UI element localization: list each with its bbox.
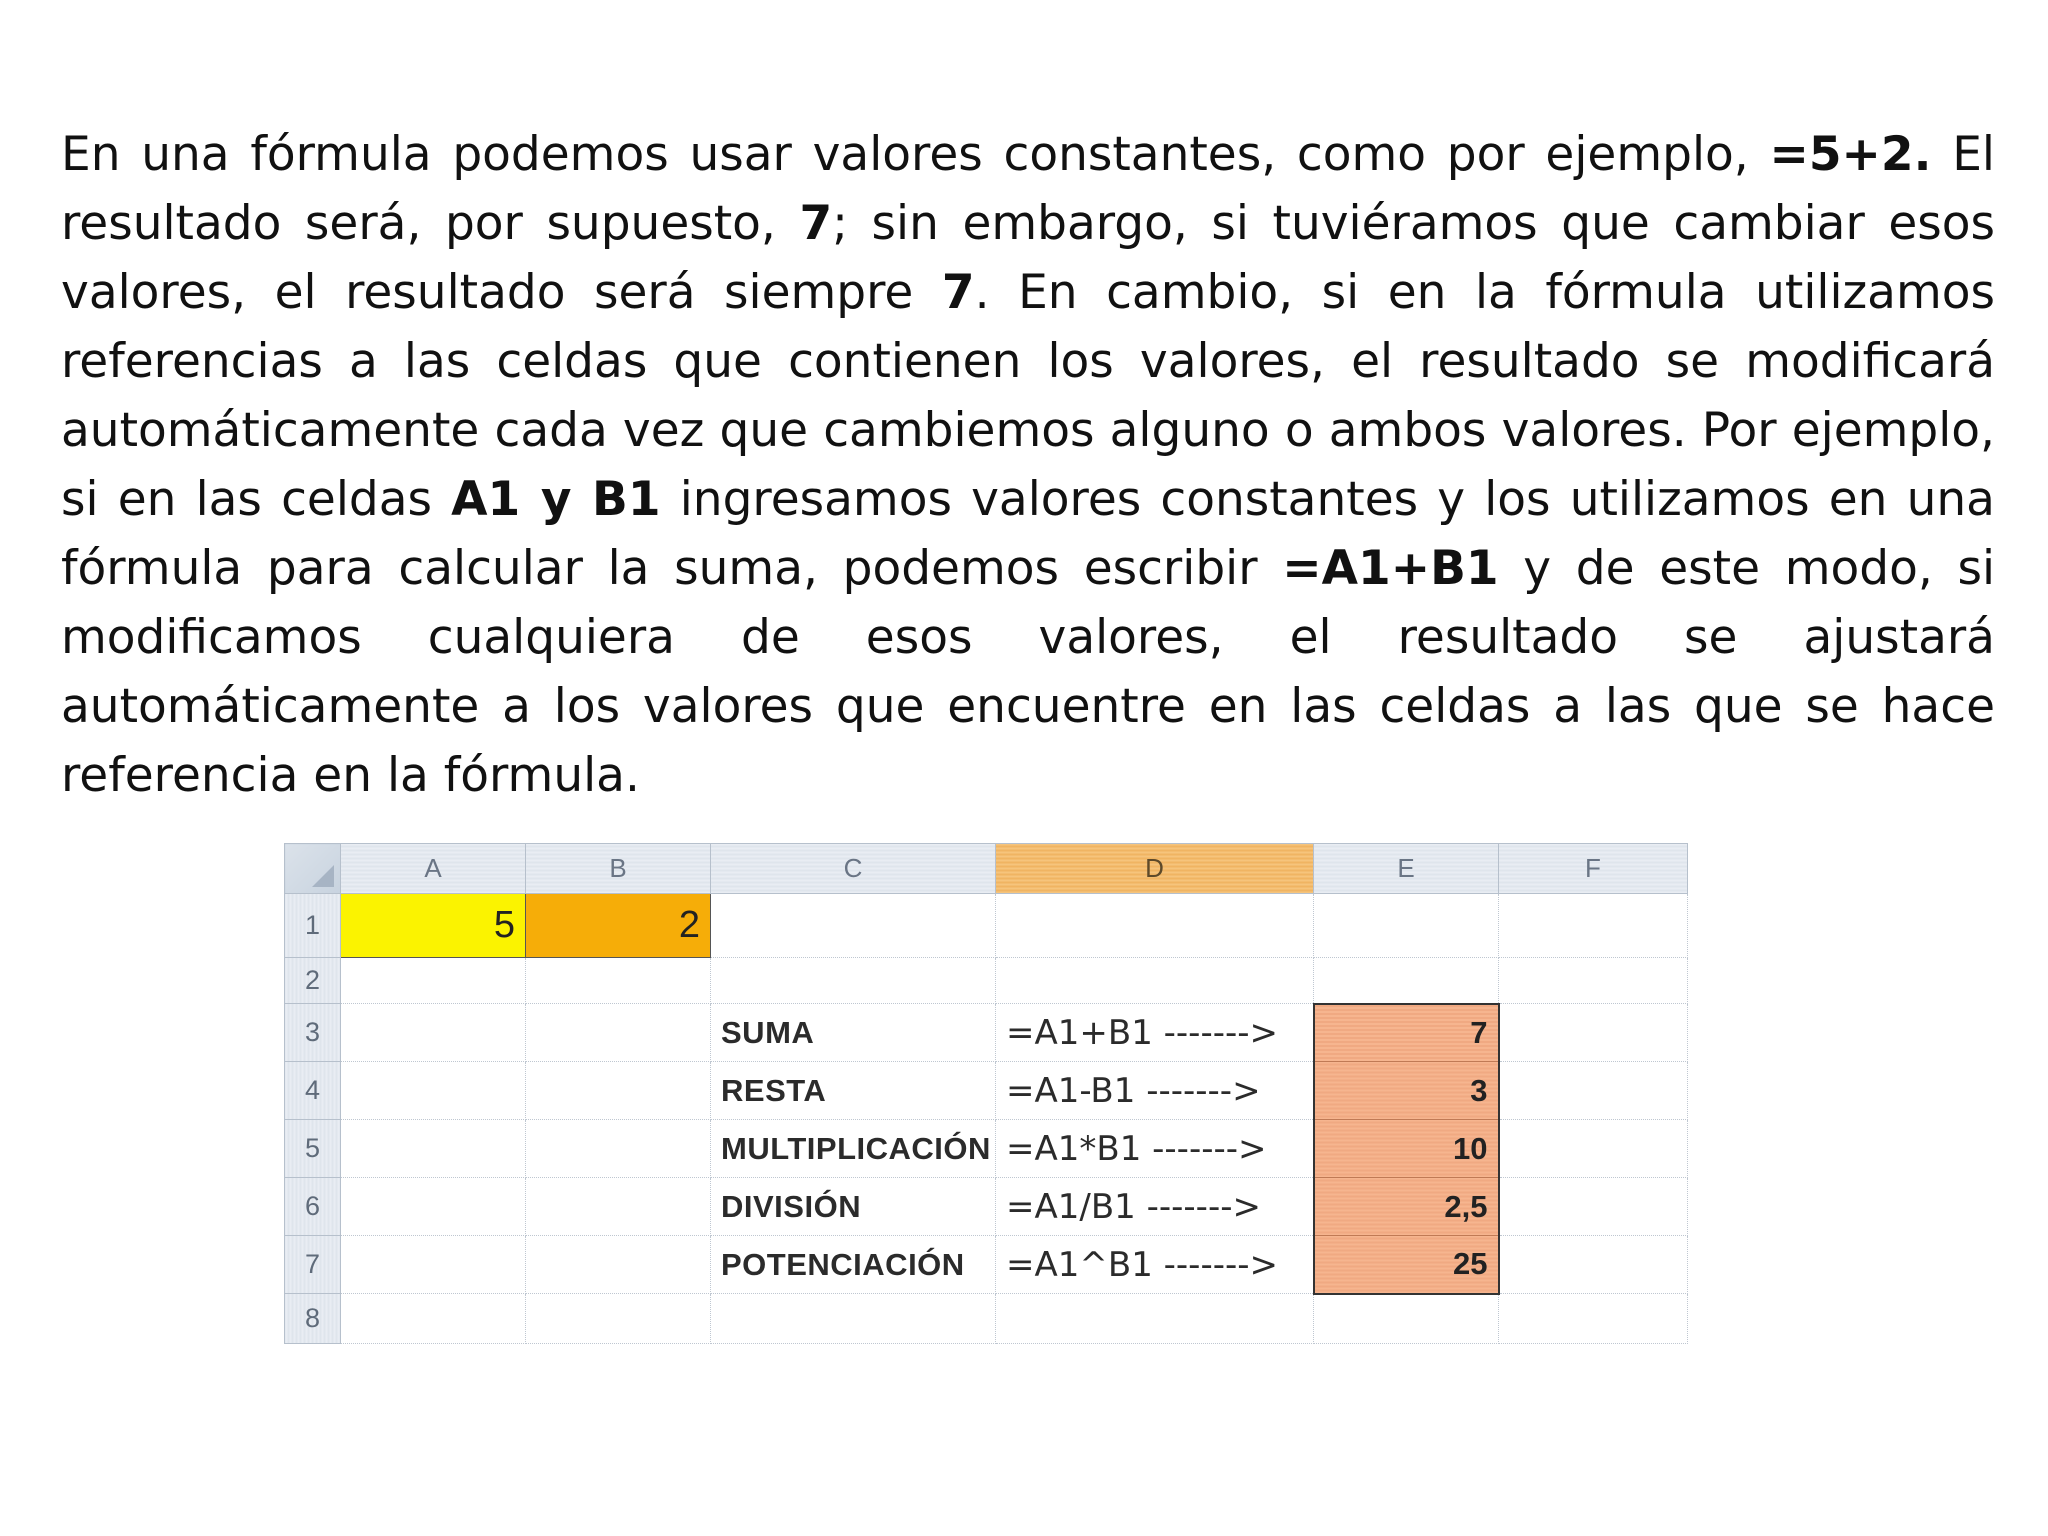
cell-f5[interactable] [1499, 1120, 1688, 1178]
cell-f3[interactable] [1499, 1004, 1688, 1062]
cell-f8[interactable] [1499, 1294, 1688, 1344]
column-header-f[interactable]: F [1499, 844, 1688, 894]
cell-d7-formula[interactable]: =A1^B1 -------> [996, 1236, 1314, 1294]
cell-c3-label[interactable]: SUMA [711, 1004, 996, 1062]
cell-a8[interactable] [341, 1294, 526, 1344]
row-header-8[interactable]: 8 [285, 1294, 341, 1344]
column-header-c[interactable]: C [711, 844, 996, 894]
cell-e5-result[interactable]: 10 [1314, 1120, 1499, 1178]
cell-e3-result[interactable]: 7 [1314, 1004, 1499, 1062]
column-header-b[interactable]: B [526, 844, 711, 894]
paragraph-text-2: El resultado será, por supuesto, [61, 127, 1995, 251]
cell-b6[interactable] [526, 1178, 711, 1236]
cell-d8[interactable] [996, 1294, 1314, 1344]
row-header-4[interactable]: 4 [285, 1062, 341, 1120]
cell-d4-formula[interactable]: =A1-B1 -------> [996, 1062, 1314, 1120]
cell-b3[interactable] [526, 1004, 711, 1062]
cell-f6[interactable] [1499, 1178, 1688, 1236]
cell-b8[interactable] [526, 1294, 711, 1344]
cell-f7[interactable] [1499, 1236, 1688, 1294]
cell-d6-formula[interactable]: =A1/B1 -------> [996, 1178, 1314, 1236]
cell-b5[interactable] [526, 1120, 711, 1178]
row-header-6[interactable]: 6 [285, 1178, 341, 1236]
cell-a5[interactable] [341, 1120, 526, 1178]
cell-b2[interactable] [526, 958, 711, 1004]
select-all-triangle-icon [312, 865, 334, 887]
bold-cells-a1-b1: A1 y B1 [451, 472, 661, 527]
paragraph-text-5: ingresamos valores constantes y los utilizamos en una fórmula para calcular la suma, podemos escribir [61, 472, 1995, 596]
cell-f4[interactable] [1499, 1062, 1688, 1120]
paragraph-text-6: y de este modo, si modificamos cualquiera de esos valores, el resultado se ajustará automáticamente a los valores que encuentre en las celdas a las que se hace referencia en la fórmula. [61, 541, 1996, 803]
cell-c6-label[interactable]: DIVISIÓN [711, 1178, 996, 1236]
bold-formula-reference: =A1+B1 [1282, 541, 1499, 596]
bold-result-7-again: 7 [941, 265, 975, 320]
select-all-corner[interactable] [285, 844, 341, 894]
cell-e1[interactable] [1314, 894, 1499, 958]
cell-e6-result[interactable]: 2,5 [1314, 1178, 1499, 1236]
column-header-d[interactable]: D [996, 844, 1314, 894]
cell-e2[interactable] [1314, 958, 1499, 1004]
cell-f1[interactable] [1499, 894, 1688, 958]
cell-d3-formula[interactable]: =A1+B1 -------> [996, 1004, 1314, 1062]
body-paragraph [61, 120, 1995, 810]
paragraph-text-3: ; sin embargo, si tuviéramos que cambiar esos valores, el resultado será siempre [61, 196, 1996, 320]
cell-c8[interactable] [711, 1294, 996, 1344]
cell-c7-label[interactable]: POTENCIACIÓN [711, 1236, 996, 1294]
row-header-7[interactable]: 7 [285, 1236, 341, 1294]
cell-c1[interactable] [711, 894, 996, 958]
cell-f2[interactable] [1499, 958, 1688, 1004]
cell-d1[interactable] [996, 894, 1314, 958]
cell-b7[interactable] [526, 1236, 711, 1294]
cell-c4-label[interactable]: RESTA [711, 1062, 996, 1120]
cell-a2[interactable] [341, 958, 526, 1004]
cell-d2[interactable] [996, 958, 1314, 1004]
paragraph-text-4: . En cambio, si en la fórmula utilizamos referencias a las celdas que contienen los valores, el resultado se modificará automáticamente cada vez que cambiemos alguno o ambos valores. Por ejemplo, si en las celdas [61, 265, 1995, 527]
cell-a6[interactable] [341, 1178, 526, 1236]
spreadsheet-grid [284, 843, 1688, 1344]
cell-c5-label[interactable]: MULTIPLICACIÓN [711, 1120, 996, 1178]
cell-a3[interactable] [341, 1004, 526, 1062]
cell-b4[interactable] [526, 1062, 711, 1120]
row-header-5[interactable]: 5 [285, 1120, 341, 1178]
row-header-2[interactable]: 2 [285, 958, 341, 1004]
cell-c2[interactable] [711, 958, 996, 1004]
bold-result-7: 7 [799, 196, 833, 251]
cell-e4-result[interactable]: 3 [1314, 1062, 1499, 1120]
cell-a4[interactable] [341, 1062, 526, 1120]
cell-d5-formula[interactable]: =A1*B1 -------> [996, 1120, 1314, 1178]
cell-a7[interactable] [341, 1236, 526, 1294]
column-header-a[interactable]: A [341, 844, 526, 894]
paragraph-text-1: En una fórmula podemos usar valores constantes, como por ejemplo, [61, 127, 1770, 182]
cell-a1[interactable]: 5 [341, 894, 526, 958]
row-header-1[interactable]: 1 [285, 894, 341, 958]
cell-e8[interactable] [1314, 1294, 1499, 1344]
cell-e7-result[interactable]: 25 [1314, 1236, 1499, 1294]
column-header-e[interactable]: E [1314, 844, 1499, 894]
cell-b1[interactable]: 2 [526, 894, 711, 958]
row-header-3[interactable]: 3 [285, 1004, 341, 1062]
bold-formula-constant: =5+2. [1769, 127, 1932, 182]
